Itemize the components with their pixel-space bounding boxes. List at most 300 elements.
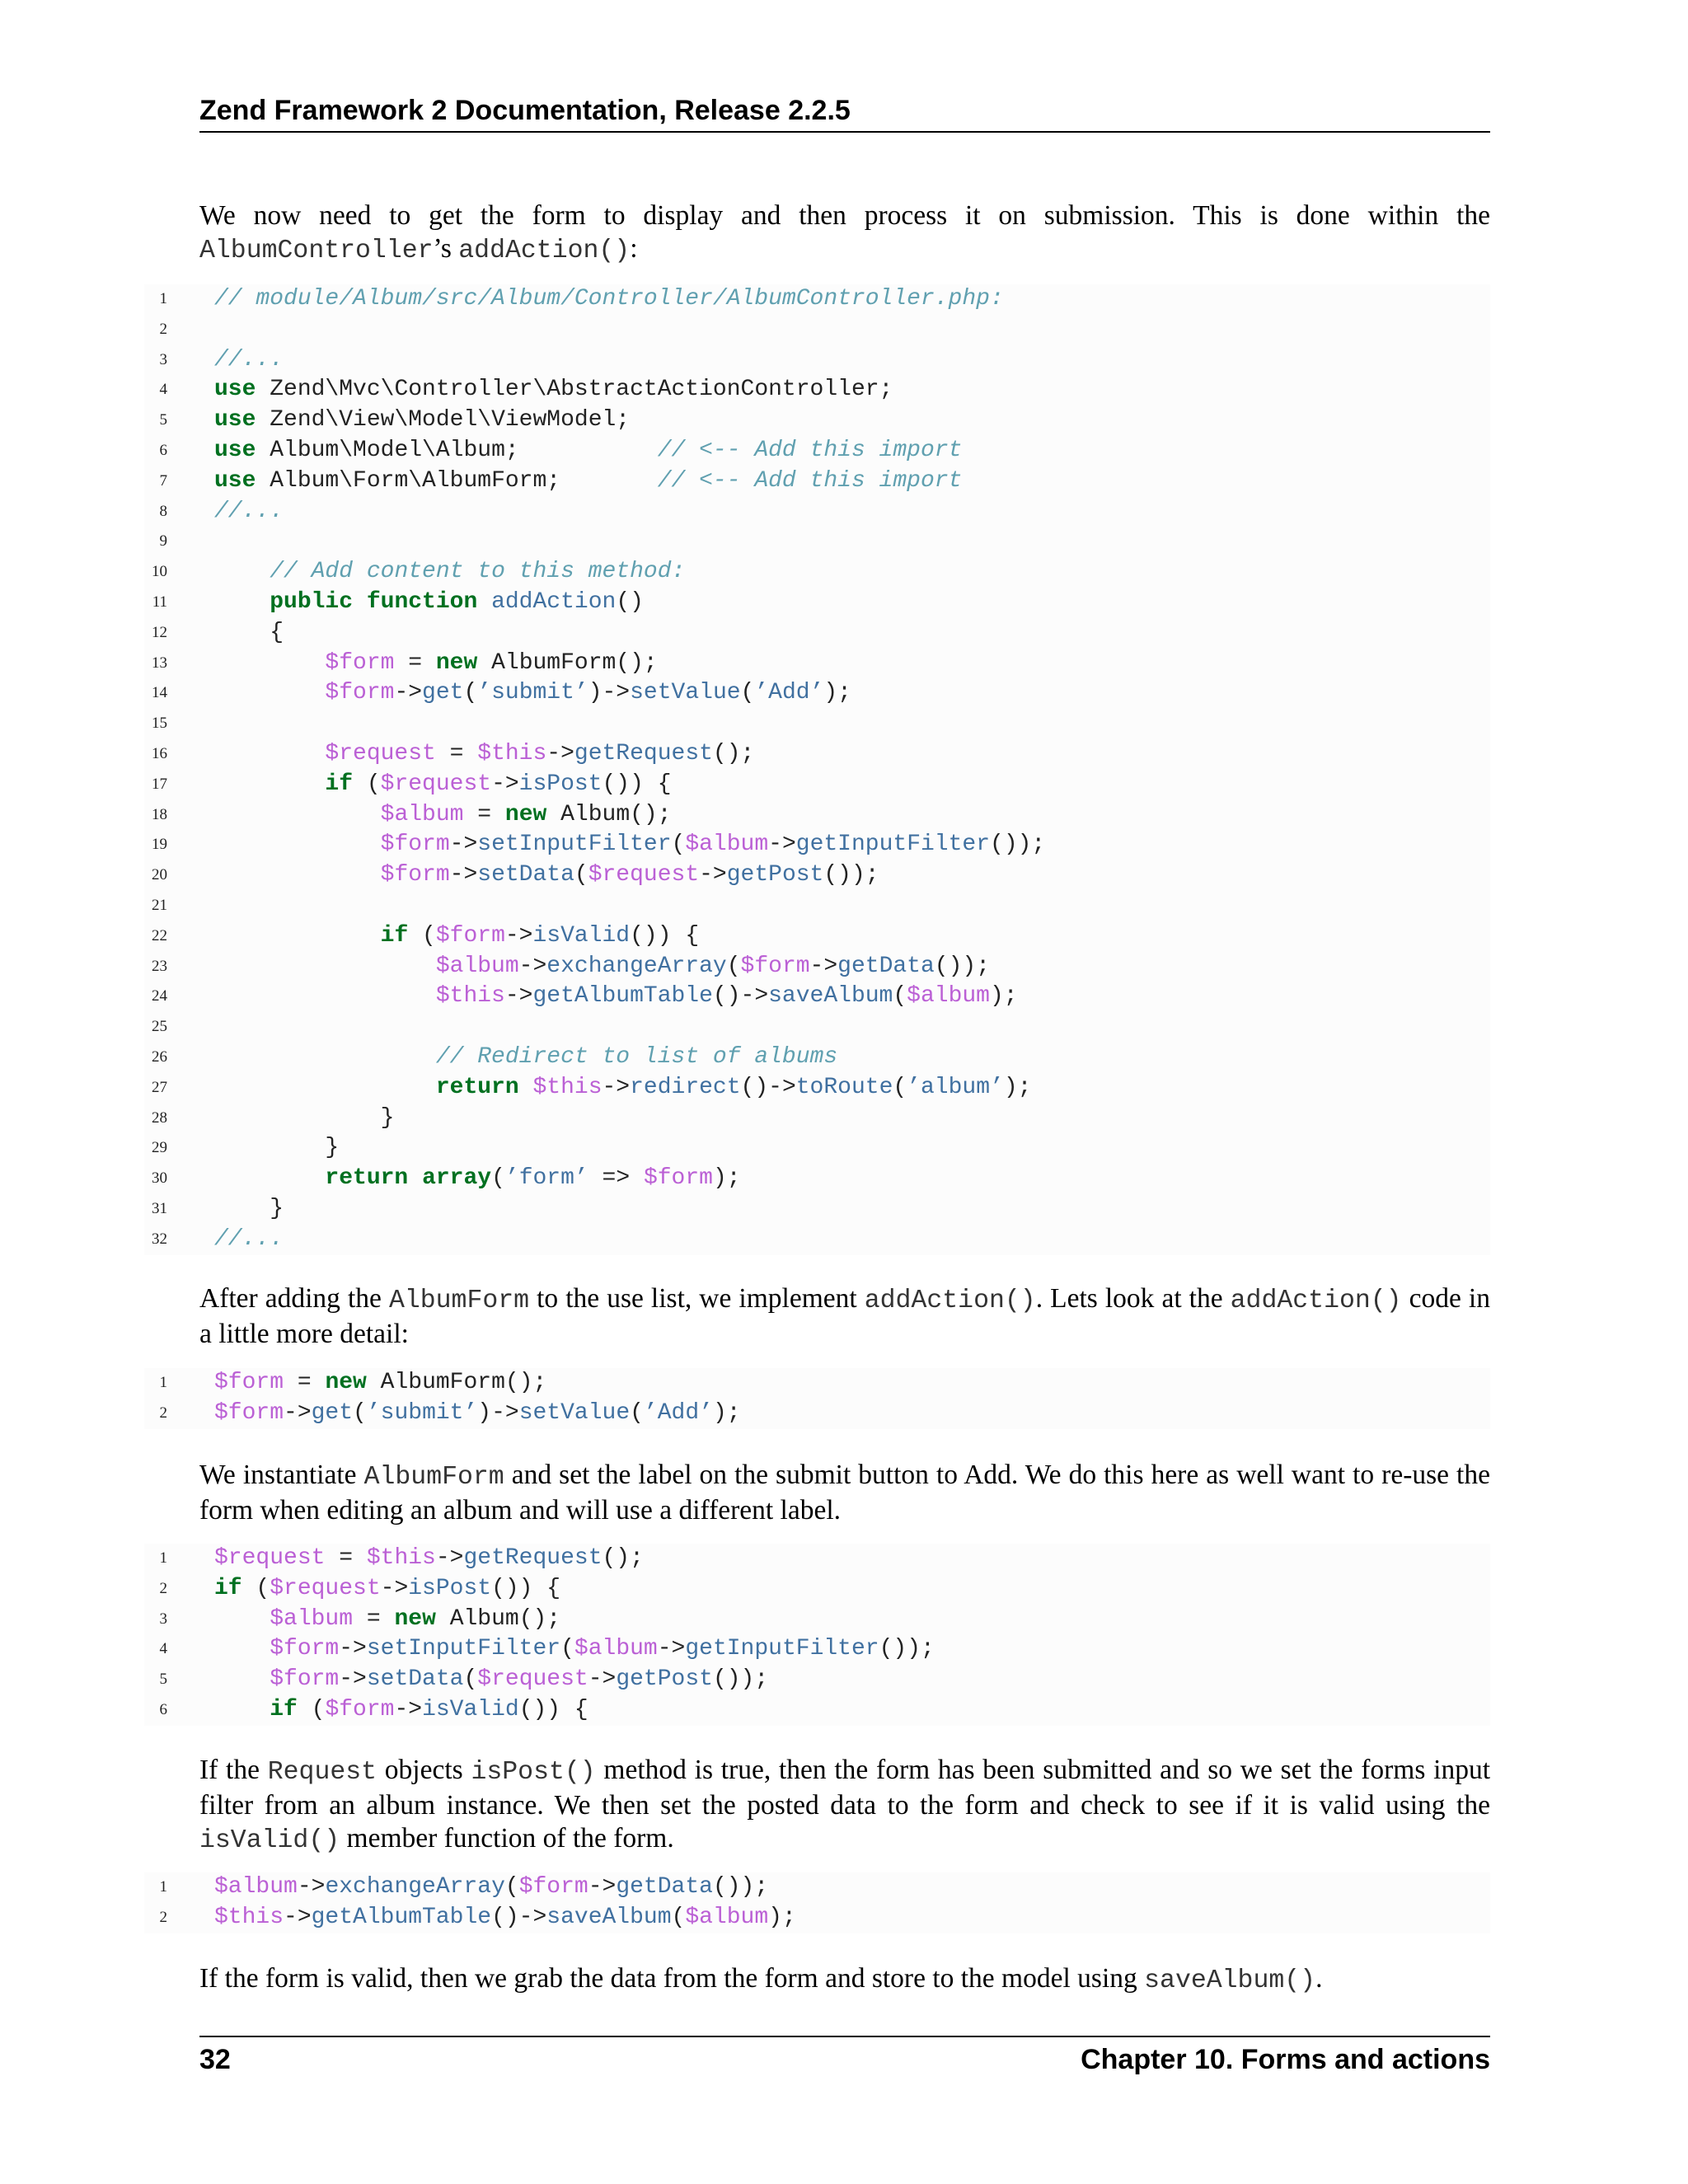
code-token: getData xyxy=(837,953,935,979)
code-token: ( xyxy=(504,1874,519,1900)
code-token xyxy=(214,1165,325,1191)
code-token: getRequest xyxy=(574,740,713,766)
code-text xyxy=(214,1544,644,1574)
footer-rule xyxy=(199,2036,1490,2037)
code-line xyxy=(144,1399,1490,1429)
line-number: 1 xyxy=(159,290,167,307)
code-token xyxy=(477,589,491,615)
code-token: -> xyxy=(657,1636,686,1662)
code-token: = xyxy=(284,1370,326,1395)
code-text xyxy=(214,1164,741,1194)
code-text xyxy=(214,1903,796,1933)
line-number: 21 xyxy=(152,896,167,914)
code-line xyxy=(144,345,1490,376)
line-number: 2 xyxy=(159,1908,167,1926)
code-block xyxy=(144,1544,1490,1726)
code-token: = xyxy=(463,801,505,827)
line-number: 25 xyxy=(152,1018,167,1036)
code-token: // Redirect to list of albums xyxy=(435,1043,838,1070)
code-token: } xyxy=(214,1135,340,1161)
code-line xyxy=(144,921,1490,952)
code-token: $form xyxy=(380,832,450,858)
code-token: get xyxy=(422,680,464,706)
code-token: //... xyxy=(214,1226,284,1252)
code-token: new xyxy=(504,801,547,827)
inline-code: isValid() xyxy=(199,1826,340,1855)
line-number: 26 xyxy=(152,1047,167,1066)
line-number: 5 xyxy=(159,1671,167,1689)
code-token: $album xyxy=(214,1874,298,1900)
code-token: ( xyxy=(463,1666,478,1693)
code-token: ()); xyxy=(823,862,879,888)
code-token: -> xyxy=(504,922,533,949)
code-token: = xyxy=(325,1545,367,1571)
code-token: -> xyxy=(339,1666,367,1693)
code-token: getAlbumTable xyxy=(311,1904,492,1930)
line-number: 28 xyxy=(152,1108,167,1127)
code-line xyxy=(144,678,1490,709)
code-text xyxy=(214,588,644,618)
code-token: $form xyxy=(270,1636,340,1662)
code-token: ()); xyxy=(712,1874,769,1900)
code-line xyxy=(144,497,1490,527)
text-run: If the form is valid, then we grab the data from the form and store to the model using xyxy=(199,1963,1145,1994)
code-token: Album(); xyxy=(546,801,672,827)
code-token: => xyxy=(588,1165,644,1192)
line-number: 2 xyxy=(159,1579,167,1597)
code-token: -> xyxy=(588,1666,617,1693)
code-token: ’album’ xyxy=(907,1074,1004,1100)
code-token: ); xyxy=(990,983,1018,1010)
code-block xyxy=(144,1872,1490,1933)
line-number: 6 xyxy=(159,441,167,459)
code-token xyxy=(214,862,381,888)
code-line xyxy=(144,830,1490,860)
code-line xyxy=(144,1225,1490,1255)
code-token: ); xyxy=(712,1165,741,1192)
paragraph xyxy=(199,1754,1490,1858)
inline-code: addAction() xyxy=(458,237,631,265)
code-text xyxy=(214,1368,546,1399)
code-token: ( xyxy=(463,680,478,706)
text-run: member function of the form. xyxy=(340,1823,674,1854)
inline-code: AlbumController xyxy=(199,237,434,265)
text-run: We instantiate xyxy=(199,1460,364,1490)
code-token: -> xyxy=(491,771,519,797)
code-text xyxy=(214,982,1018,1012)
code-line xyxy=(144,739,1490,770)
code-token: if xyxy=(214,1575,242,1601)
code-token: isValid xyxy=(532,922,631,949)
paragraph xyxy=(199,1962,1490,1998)
code-text xyxy=(214,1634,935,1665)
line-number: 8 xyxy=(159,502,167,520)
code-line xyxy=(144,1695,1490,1726)
code-token: getPost xyxy=(616,1666,713,1693)
code-token: $form xyxy=(325,1696,395,1722)
line-number: 18 xyxy=(152,805,167,823)
code-token: $form xyxy=(380,862,450,888)
code-token: $form xyxy=(325,649,395,676)
code-line xyxy=(144,618,1490,649)
code-text xyxy=(214,800,672,831)
text-run: We now need to get the form to display and then process it on submission. This is done within the xyxy=(199,200,1490,231)
code-token: } xyxy=(214,1195,284,1221)
code-line xyxy=(144,1665,1490,1695)
code-token: ()-> xyxy=(712,983,769,1010)
code-token: new xyxy=(325,1370,367,1395)
code-token: ’form’ xyxy=(504,1165,588,1192)
code-token: ( xyxy=(740,680,755,706)
code-token: ); xyxy=(712,1399,741,1426)
text-run: . xyxy=(1315,1963,1323,1994)
code-token: -> xyxy=(809,953,838,979)
code-token: -> xyxy=(394,1696,423,1722)
code-token: $album xyxy=(380,801,464,827)
code-text xyxy=(214,1605,560,1635)
line-number: 9 xyxy=(159,532,167,551)
code-text xyxy=(214,1104,394,1134)
code-token: Album(); xyxy=(435,1605,561,1632)
code-token xyxy=(214,983,436,1009)
code-line xyxy=(144,375,1490,405)
code-token: setData xyxy=(366,1666,464,1693)
code-token: $request xyxy=(270,1575,381,1601)
code-token: Zend\View\Model\ViewModel; xyxy=(256,407,631,434)
code-token: $this xyxy=(532,1074,603,1100)
line-number: 5 xyxy=(159,411,167,429)
code-text xyxy=(214,1073,1031,1104)
code-token: $form xyxy=(214,1399,284,1426)
code-line xyxy=(144,952,1490,982)
code-token xyxy=(214,771,325,797)
code-text xyxy=(214,1225,284,1255)
text-run: code in a little more detail: xyxy=(199,1283,1490,1349)
code-token: // <-- Add this import xyxy=(657,437,963,463)
line-number: 12 xyxy=(152,623,167,641)
code-token: = xyxy=(353,1605,395,1632)
code-token: redirect xyxy=(630,1074,741,1100)
code-text xyxy=(214,345,284,376)
text-run: After adding the xyxy=(199,1283,389,1314)
line-number: 1 xyxy=(159,1878,167,1896)
code-token: -> xyxy=(380,1575,409,1601)
code-token: ( xyxy=(726,953,741,979)
code-token: Album\Model\Album; xyxy=(256,437,658,463)
line-number: 29 xyxy=(152,1139,167,1157)
code-token xyxy=(214,559,270,584)
code-token: $request xyxy=(477,1666,588,1693)
code-token: ()); xyxy=(712,1666,769,1693)
inline-code: saveAlbum() xyxy=(1144,1966,1316,1995)
code-text xyxy=(214,284,1004,315)
code-token: $form xyxy=(435,922,505,949)
code-line xyxy=(144,1903,1490,1933)
code-token: $form xyxy=(214,1370,284,1395)
code-token: array xyxy=(422,1165,492,1192)
code-token: -> xyxy=(284,1904,312,1930)
code-token: getData xyxy=(616,1874,713,1900)
code-token: ( xyxy=(353,1399,367,1426)
code-token: return xyxy=(435,1074,519,1100)
code-text xyxy=(214,860,879,891)
line-number: 20 xyxy=(152,866,167,884)
code-token: toRoute xyxy=(795,1074,893,1100)
text-run: If the xyxy=(199,1755,268,1785)
code-token: ()); xyxy=(934,953,990,979)
code-token: ( xyxy=(297,1696,326,1722)
code-token xyxy=(214,680,325,705)
code-token: )-> xyxy=(588,680,631,706)
code-text xyxy=(214,1695,588,1726)
code-text xyxy=(214,921,699,952)
code-token: //... xyxy=(214,346,284,373)
line-number: 24 xyxy=(152,987,167,1005)
code-token: )-> xyxy=(477,1399,519,1426)
code-token: ( xyxy=(408,922,436,949)
code-token: $album xyxy=(574,1636,658,1662)
code-text xyxy=(214,678,851,709)
code-token: $request xyxy=(380,771,492,797)
line-number: 19 xyxy=(152,836,167,854)
line-number: 27 xyxy=(152,1078,167,1096)
code-token: ()) { xyxy=(630,922,700,949)
code-text xyxy=(214,1194,284,1225)
code-token: (); xyxy=(712,740,755,766)
code-token: if xyxy=(270,1696,298,1722)
chapter-title: Chapter 10. Forms and actions xyxy=(1081,2044,1490,2075)
code-token: getRequest xyxy=(463,1545,603,1571)
code-token: $form xyxy=(740,953,810,979)
line-number: 1 xyxy=(159,1374,167,1391)
line-number: 31 xyxy=(152,1199,167,1217)
code-line xyxy=(144,1634,1490,1665)
code-text xyxy=(214,1574,560,1605)
line-number: 10 xyxy=(152,563,167,581)
code-line xyxy=(144,1605,1490,1635)
line-number: 15 xyxy=(152,715,167,733)
text-run: method is true, then the form has been submitted and so we set the forms input filter from an album instance. We then set the posted data to the form and check to see if it is valid using the xyxy=(199,1755,1490,1821)
code-token: return xyxy=(325,1165,409,1192)
line-number: 3 xyxy=(159,350,167,368)
code-line xyxy=(144,315,1490,345)
code-line xyxy=(144,557,1490,588)
code-line xyxy=(144,770,1490,800)
code-token: ()); xyxy=(990,832,1046,858)
code-line xyxy=(144,649,1490,679)
code-token: ’submit’ xyxy=(477,680,588,706)
inline-code: isPost() xyxy=(471,1758,596,1787)
line-number: 2 xyxy=(159,1404,167,1422)
code-line xyxy=(144,1368,1490,1399)
code-text xyxy=(214,1043,837,1073)
code-text xyxy=(214,557,685,588)
code-token xyxy=(214,741,325,766)
code-line xyxy=(144,405,1490,436)
code-token: -> xyxy=(449,862,478,888)
code-token xyxy=(519,1075,533,1100)
code-token: $form xyxy=(643,1165,713,1192)
code-line xyxy=(144,1073,1490,1104)
code-token: ’Add’ xyxy=(754,680,824,706)
code-token: -> xyxy=(518,953,547,979)
code-token: // <-- Add this import xyxy=(657,467,963,494)
code-text xyxy=(214,1399,741,1429)
code-token: -> xyxy=(588,1874,617,1900)
code-text xyxy=(214,952,990,982)
code-token: ( xyxy=(574,862,588,888)
code-token: // Add content to this method: xyxy=(270,559,686,585)
code-text xyxy=(214,1133,339,1164)
code-token xyxy=(214,802,381,827)
code-token: addAction xyxy=(491,588,617,615)
line-number: 22 xyxy=(152,926,167,944)
code-token: Zend\Mvc\Controller\AbstractActionController; xyxy=(256,377,893,403)
code-token: $album xyxy=(907,983,990,1010)
code-token xyxy=(214,923,381,949)
code-token xyxy=(214,1606,270,1632)
code-token: $album xyxy=(270,1605,354,1632)
code-token: -> xyxy=(449,832,478,858)
code-token: ( xyxy=(671,832,686,858)
code-token: use xyxy=(214,377,256,403)
text-run: objects xyxy=(377,1755,471,1785)
code-token: if xyxy=(325,771,354,797)
inline-code: addAction() xyxy=(1230,1286,1402,1315)
code-token xyxy=(214,1697,270,1722)
text-run: and set the label on the submit button to Add. We do this here as well want to re-use the form when editing an album and will use a different label. xyxy=(199,1460,1490,1526)
code-line xyxy=(144,1872,1490,1903)
code-line xyxy=(144,860,1490,891)
code-token: -> xyxy=(339,1636,367,1662)
line-number: 23 xyxy=(152,957,167,975)
code-text xyxy=(214,1665,768,1695)
code-token: $this xyxy=(477,740,547,766)
text-run: to the use list, we implement xyxy=(529,1283,865,1314)
code-text xyxy=(214,739,754,770)
code-token: ( xyxy=(671,1904,686,1930)
code-line xyxy=(144,800,1490,831)
page-number: 32 xyxy=(199,2044,231,2075)
code-text xyxy=(214,770,672,800)
code-token: exchangeArray xyxy=(546,953,727,979)
code-block xyxy=(144,284,1490,1255)
code-token: use xyxy=(214,407,256,434)
code-token: $request xyxy=(588,862,700,888)
line-number: 6 xyxy=(159,1700,167,1718)
code-token: } xyxy=(214,1104,395,1131)
code-token: getAlbumTable xyxy=(532,983,713,1010)
code-token: { xyxy=(214,619,284,645)
code-token: ()) { xyxy=(491,1575,561,1601)
inline-code: addAction() xyxy=(864,1286,1036,1315)
code-line xyxy=(144,1012,1490,1043)
inline-code: AlbumForm xyxy=(388,1286,530,1315)
code-line xyxy=(144,1104,1490,1134)
code-line xyxy=(144,527,1490,557)
code-token xyxy=(214,1044,436,1070)
code-token: $album xyxy=(685,832,769,858)
code-block xyxy=(144,1368,1490,1429)
code-token: Album\Form\AlbumForm; xyxy=(256,467,658,494)
code-text xyxy=(214,375,893,405)
code-token: ( xyxy=(560,1636,574,1662)
code-token: getInputFilter xyxy=(685,1636,879,1662)
code-token: AlbumForm(); xyxy=(366,1370,547,1395)
code-token: ( xyxy=(353,771,381,797)
code-token: new xyxy=(394,1605,436,1632)
code-token: ()) { xyxy=(518,1696,588,1722)
code-line xyxy=(144,466,1490,497)
code-token: ( xyxy=(241,1575,270,1601)
line-number: 32 xyxy=(152,1230,167,1248)
paragraph xyxy=(199,1459,1490,1527)
code-token: isValid xyxy=(422,1696,519,1722)
code-token xyxy=(214,589,270,615)
code-line xyxy=(144,1194,1490,1225)
code-token: ()-> xyxy=(740,1074,796,1100)
code-token: if xyxy=(380,922,409,949)
running-header xyxy=(199,93,1490,133)
code-text xyxy=(214,618,284,649)
line-number: 3 xyxy=(159,1610,167,1628)
code-text xyxy=(214,405,630,436)
code-token: = xyxy=(394,649,436,676)
code-token: ()); xyxy=(879,1636,935,1662)
code-token: ( xyxy=(893,1074,907,1100)
inline-code: AlbumForm xyxy=(363,1463,504,1492)
code-token: use xyxy=(214,437,256,463)
code-text xyxy=(214,436,962,466)
code-token: -> xyxy=(504,983,533,1010)
code-token: isPost xyxy=(518,771,603,797)
code-token: ); xyxy=(768,1904,796,1930)
code-token: $form xyxy=(270,1666,340,1693)
code-token: getInputFilter xyxy=(795,832,991,858)
code-token: $this xyxy=(366,1545,436,1571)
code-token: getPost xyxy=(726,862,824,888)
code-text xyxy=(214,466,962,497)
code-token: ’Add’ xyxy=(643,1399,713,1426)
code-text xyxy=(214,1872,768,1903)
code-token: $this xyxy=(435,983,505,1010)
code-text xyxy=(214,830,1045,860)
line-number: 7 xyxy=(159,471,167,490)
line-number: 11 xyxy=(152,593,167,611)
code-token: setValue xyxy=(630,680,741,706)
code-line xyxy=(144,436,1490,466)
code-line xyxy=(144,1544,1490,1574)
line-number: 4 xyxy=(159,381,167,399)
code-token: AlbumForm(); xyxy=(477,649,658,676)
paragraph xyxy=(199,199,1490,268)
line-number: 30 xyxy=(152,1169,167,1188)
code-token: setInputFilter xyxy=(366,1636,561,1662)
code-token: get xyxy=(311,1399,354,1426)
line-number: 2 xyxy=(159,320,167,338)
line-number: 14 xyxy=(152,684,167,702)
inline-code: Request xyxy=(267,1758,377,1787)
code-token xyxy=(214,1075,436,1100)
code-line xyxy=(144,891,1490,921)
code-token: ); xyxy=(823,680,851,706)
code-token: $form xyxy=(325,680,395,706)
code-line xyxy=(144,1574,1490,1605)
code-token xyxy=(214,832,381,857)
code-line xyxy=(144,709,1490,739)
code-token: saveAlbum xyxy=(546,1904,672,1930)
code-token: $form xyxy=(518,1874,588,1900)
